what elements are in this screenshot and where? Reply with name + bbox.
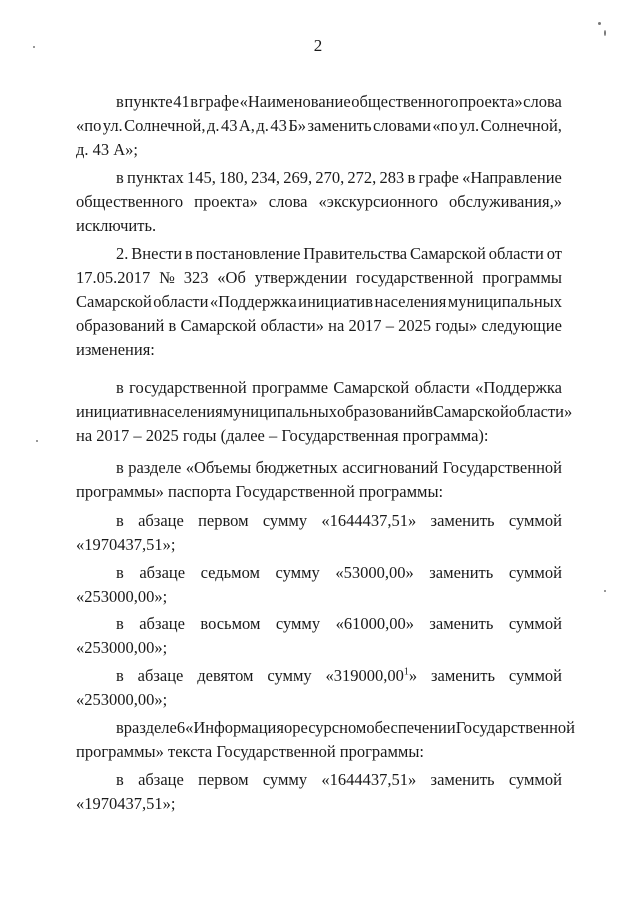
footnote-superscript: 1	[403, 666, 409, 678]
scan-speck	[604, 30, 606, 36]
word: 180,	[219, 168, 248, 187]
word: в	[116, 168, 124, 187]
text-line	[76, 614, 562, 634]
word: суммой	[508, 770, 562, 789]
word: 145,	[186, 168, 216, 187]
word: муниципальных	[447, 292, 562, 311]
word: в	[185, 244, 193, 263]
text-line	[76, 292, 562, 312]
word: графе	[418, 168, 459, 187]
scan-speck	[598, 22, 601, 25]
word: –	[385, 316, 394, 335]
word: программы	[482, 268, 562, 287]
word: Самарской	[410, 244, 486, 263]
word: на	[328, 316, 345, 335]
word: №	[159, 268, 175, 287]
word: «Об	[217, 268, 246, 287]
word: Государственной	[455, 718, 576, 737]
word: ул.	[459, 116, 480, 135]
word: 272,	[347, 168, 377, 187]
word: заменить	[429, 614, 494, 633]
text-line	[76, 402, 573, 422]
word: инициатив	[298, 292, 374, 311]
word: инициатив	[76, 402, 151, 421]
word: в	[190, 92, 199, 111]
word: 2.	[116, 244, 129, 263]
word: суммой	[508, 614, 562, 633]
text-line: «1970437,51»;	[76, 794, 176, 813]
text-line	[76, 92, 562, 112]
word: в	[407, 168, 416, 187]
word: заменить	[307, 116, 372, 135]
word: абзаце	[138, 511, 184, 530]
word: А,	[238, 116, 255, 135]
word: 234,	[251, 168, 280, 187]
word: 283	[379, 168, 405, 187]
text-line	[76, 666, 562, 686]
word: проекта»	[458, 92, 523, 111]
word: разделе	[123, 718, 177, 737]
word: годы»	[435, 316, 478, 335]
word: Солнечной,	[480, 116, 562, 135]
word: общественного	[351, 92, 459, 111]
word: пунктах	[127, 168, 184, 187]
word: ассигнований	[342, 458, 439, 477]
text-line: программы» паспорта Государственной программы:	[76, 482, 444, 501]
word: «экскурсионного	[318, 192, 438, 211]
word: 17.05.2017	[76, 268, 151, 287]
word: 41	[173, 92, 190, 111]
word: 43	[270, 116, 287, 135]
text-line	[76, 458, 562, 478]
scan-speck	[36, 440, 38, 442]
word: д.	[256, 116, 269, 135]
word: Самарской	[76, 292, 152, 311]
word: «61000,00»	[335, 614, 414, 633]
word: 43	[220, 116, 238, 135]
word: «по	[76, 116, 102, 135]
word: в	[425, 402, 434, 421]
word: 2017	[348, 316, 382, 335]
word: Б»	[288, 116, 307, 135]
word: государственной	[129, 378, 247, 397]
text-line: изменения:	[76, 340, 155, 359]
closing-quote: »	[408, 666, 418, 685]
word: «1644437,51»	[321, 511, 417, 530]
word: заменить	[430, 511, 495, 530]
word: «Наименование	[239, 92, 351, 111]
word: абзаце	[138, 770, 184, 789]
word: д.	[206, 116, 220, 135]
word: «319000,00$^1$»	[325, 666, 418, 685]
text-line	[76, 378, 562, 398]
word: обслуживания,»	[448, 192, 562, 211]
word: «Поддержка	[209, 292, 297, 311]
text-line: исключить.	[76, 216, 157, 235]
word: области»	[260, 316, 324, 335]
word: суммой	[508, 563, 562, 582]
word: ул.	[102, 116, 123, 135]
word: образований	[336, 402, 426, 421]
word: слова	[523, 92, 562, 111]
scan-speck	[604, 590, 606, 592]
text-line	[76, 511, 562, 531]
word: в	[116, 614, 124, 633]
text-line	[76, 563, 562, 583]
word: проекта»	[194, 192, 258, 211]
word: сумму	[275, 614, 321, 633]
word: 2025	[398, 316, 432, 335]
word: 323	[183, 268, 209, 287]
word: Самарской	[333, 378, 410, 397]
word: Самарской	[180, 316, 257, 335]
word: области	[488, 244, 544, 263]
word: восьмом	[200, 614, 261, 633]
word: разделе	[128, 458, 182, 477]
word: «Объемы	[185, 458, 252, 477]
text-line	[76, 770, 562, 790]
word: абзаце	[139, 614, 185, 633]
word: сумму	[262, 511, 308, 530]
word: заменить	[430, 666, 495, 685]
word: от	[546, 244, 562, 263]
text-line: на 2017 – 2025 годы (далее – Государственная программа):	[76, 426, 489, 445]
word: Внести	[131, 244, 183, 263]
word: заменить	[430, 770, 495, 789]
word: «1644437,51»	[321, 770, 417, 789]
word: «Поддержка	[475, 378, 562, 397]
word: «53000,00»	[335, 563, 414, 582]
word: ресурсном	[292, 718, 367, 737]
word: Государственной	[442, 458, 562, 477]
word: абзаце	[137, 666, 184, 685]
text-line	[76, 192, 562, 212]
word: сумму	[267, 666, 312, 685]
word: девятом	[197, 666, 254, 685]
word: в	[116, 378, 124, 397]
text-line: «253000,00»;	[76, 690, 168, 709]
word: в	[116, 563, 124, 582]
word: суммой	[508, 511, 562, 530]
word: образований	[76, 316, 165, 335]
word: области	[153, 292, 209, 311]
text-line: д. 43 А»;	[76, 140, 139, 159]
text-line	[76, 268, 562, 288]
word: «Информация	[185, 718, 284, 737]
word: «Направление	[462, 168, 562, 187]
word: области»	[508, 402, 573, 421]
word: первом	[198, 770, 249, 789]
word: Правительства	[303, 244, 408, 263]
text-line: «253000,00»;	[76, 638, 168, 657]
word: населения	[374, 292, 447, 311]
word: суммой	[508, 666, 562, 685]
word: государственной	[355, 268, 474, 287]
text-line	[76, 316, 562, 336]
word: утверждении	[254, 268, 348, 287]
word: в	[116, 92, 124, 111]
word: следующие	[481, 316, 562, 335]
text-line	[76, 244, 562, 264]
text-line	[76, 718, 576, 738]
word: 6	[176, 718, 186, 737]
word: области	[414, 378, 470, 397]
word: словами	[372, 116, 431, 135]
word: в	[116, 511, 124, 530]
word: седьмом	[200, 563, 260, 582]
word: о	[283, 718, 293, 737]
word: 269,	[283, 168, 313, 187]
word: Солнечной,	[124, 116, 206, 135]
word: общественного	[76, 192, 184, 211]
word: обеспечении	[366, 718, 456, 737]
word: населения	[150, 402, 223, 421]
word: слова	[268, 192, 308, 211]
word: пункте	[124, 92, 173, 111]
word: заменить	[429, 563, 494, 582]
word: 270,	[315, 168, 345, 187]
word: бюджетных	[255, 458, 338, 477]
text-line: «1970437,51»;	[76, 535, 176, 554]
word: сумму	[275, 563, 320, 582]
word: в	[116, 718, 124, 737]
word: абзаце	[139, 563, 186, 582]
text-line	[76, 168, 562, 188]
word: в	[168, 316, 177, 335]
word: Самарской	[433, 402, 509, 421]
text-line: «253000,00»;	[76, 587, 168, 606]
text-line: программы» текста Государственной программы:	[76, 742, 425, 761]
word: постановление	[195, 244, 301, 263]
page-number: 2	[313, 36, 323, 55]
word: сумму	[262, 770, 308, 789]
word: муниципальных	[222, 402, 337, 421]
word: в	[116, 666, 124, 685]
word: в	[116, 458, 124, 477]
word: в	[116, 770, 124, 789]
word: первом	[198, 511, 249, 530]
text-line	[76, 116, 562, 136]
word: «по	[432, 116, 458, 135]
word: графе	[198, 92, 240, 111]
word: программе	[252, 378, 329, 397]
scan-speck	[33, 46, 35, 48]
